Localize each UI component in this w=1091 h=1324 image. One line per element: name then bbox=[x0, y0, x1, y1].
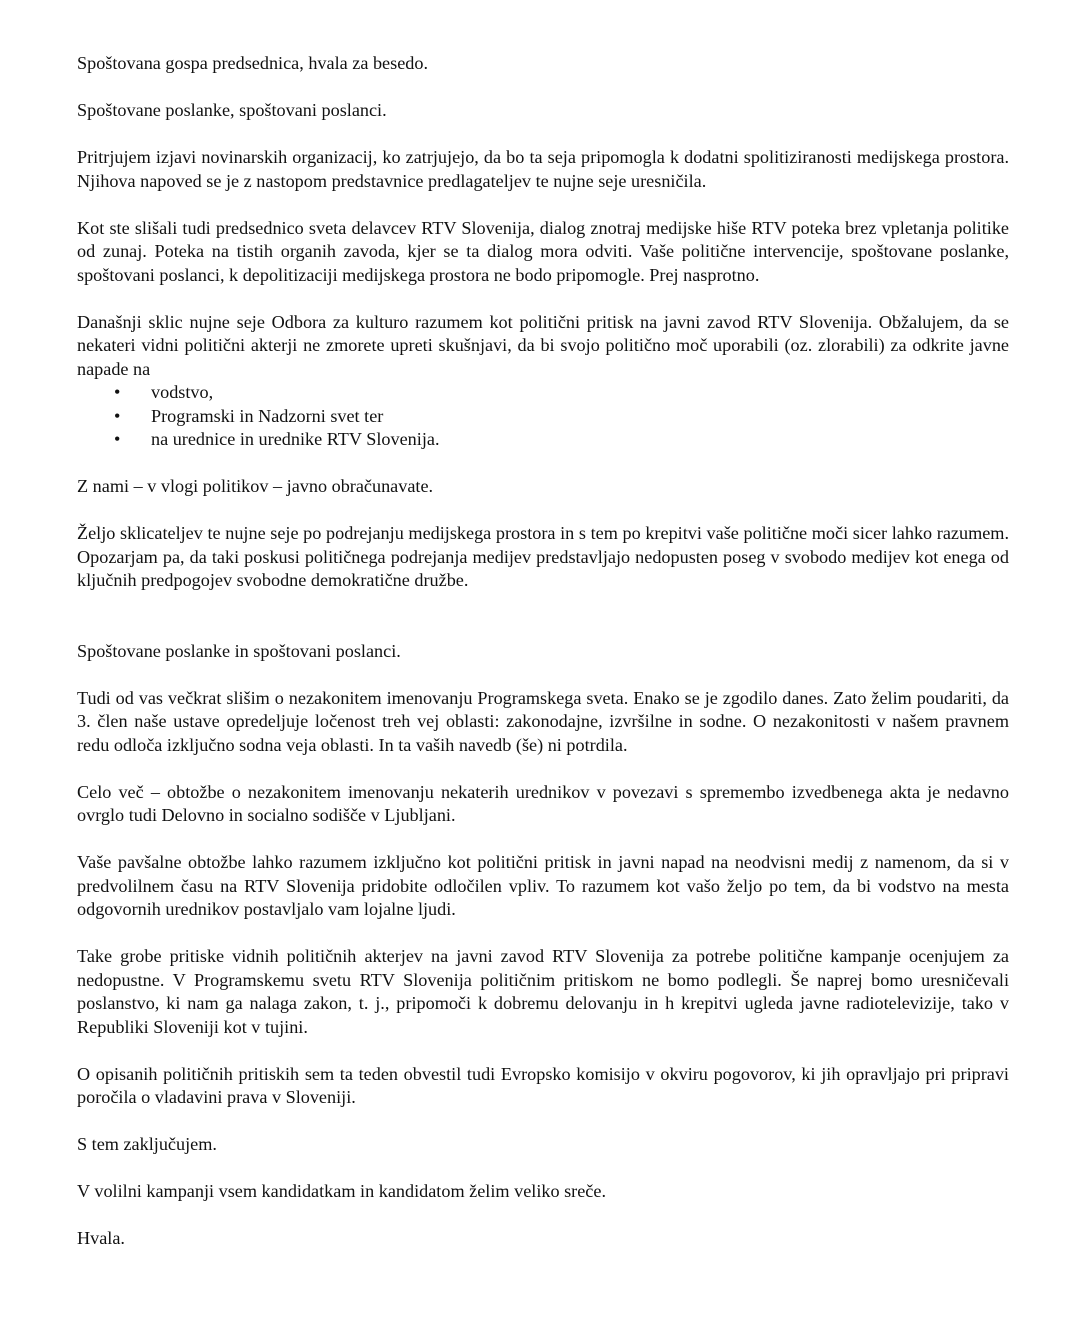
bullet-icon: • bbox=[114, 405, 121, 426]
document-page bbox=[77, 52, 1009, 1251]
paragraph-journalists: Pritrjujem izjavi novinarskih organizacij, ko zatrjujejo, da bo ta seja pripomogla k dodatni spolitiziranosti medijskega prostora. Njihova napoved se je z nastopom predstavnice predlagateljev te nujne seje uresničila. bbox=[77, 147, 1009, 191]
paragraph-pressure: Današnji sklic nujne seje Odbora za kulturo razumem kot politični pritisk na javni zavod RTV Slovenija. Obžalujem, da se nekateri vidni politični akterji ne zmorete upreti skušnjavi, da bi svojo politično moč uporabili (oz. zlorabili) za odkrite javne napade na bbox=[77, 311, 1009, 379]
bullet-icon: • bbox=[114, 382, 121, 402]
paragraph-closing: S tem zaključujem. bbox=[77, 1134, 217, 1154]
list-item: • na urednice in urednike RTV Slovenija. bbox=[113, 428, 1009, 452]
bullet-icon: • bbox=[114, 429, 121, 449]
paragraph-court: Celo več – obtožbe o nezakonitem imenovanju nekaterih urednikov v povezavi s spremembo izvedbenega akta je nedavno ovrglo tudi Delovno in socialno sodišče v Ljubljani. bbox=[77, 781, 1009, 825]
paragraph-legality: Tudi od vas večkrat slišim o nezakonitem imenovanju Programskega sveta. Enako se je zgodilo danes. Zato želim poudariti, da 3. člen naše ustave opredeljuje ločenost treh vej oblasti: zakonodajne, izvršilne in sodne. O nezakonitosti v našem pravnem redu odloča izključno sodna veja oblasti. In ta vaših navedb (še) ni potrdila. bbox=[77, 687, 1009, 755]
paragraph-thanks: Hvala. bbox=[77, 1228, 125, 1248]
greeting-members: Spoštovane poslanke, spoštovani poslanci. bbox=[77, 100, 387, 120]
greeting-chair: Spoštovana gospa predsednica, hvala za besedo. bbox=[77, 53, 429, 73]
list-item: • Programski in Nadzorni svet ter bbox=[113, 405, 1009, 429]
paragraph-program-council: Take grobe pritiske vidnih političnih akterjev na javni zavod RTV Slovenija za potrebe politične kampanje ocenjujem za nedopustne. V Programskemu svetu RTV Slovenija političnim pritiskom ne bomo podlegli. Še naprej bomo uresničevali poslanstvo, ki nam ga nalaga zakon, t. j., pripomoči k dobremu delovanju in h krepitvi ugleda javne radiotelevizije, tako v Republiki Sloveniji kot v tujini. bbox=[77, 946, 1009, 1037]
attack-targets-list bbox=[77, 381, 1009, 452]
paragraph-media-freedom: Željo sklicateljev te nujne seje po podrejanju medijskega prostora in s tem po krepitvi vaše politične moči sicer lahko razumem. Opozarjam pa, da taki poskusi političnega podrejanja medijev predstavljajo nedopusten poseg v svobodo medijev kot enega od ključnih predpogojev svobodne demokratične družbe. bbox=[77, 523, 1009, 590]
list-item: • vodstvo, bbox=[113, 381, 1009, 405]
paragraph-european-commission: O opisanih političnih pritiskih sem ta teden obvestil tudi Evropsko komisijo v okviru pogovorov, ki jih opravljajo pri pripravi poročila o vladavini prava v Sloveniji. bbox=[77, 1063, 1009, 1107]
paragraph-accusations: Vaše pavšalne obtožbe lahko razumem izključno kot politični pritisk in javni napad na neodvisni medij z namenom, da si v predvolilnem času na RTV Slovenija pridobite odločilen vpliv. To razumem kot vašo željo po tem, da bi vodstvo na mesta odgovornih urednikov postavljalo vam lojalne ljudi. bbox=[77, 852, 1009, 919]
paragraph-dialog: Kot ste slišali tudi predsednico sveta delavcev RTV Slovenija, dialog znotraj medijske hiše RTV poteka brez vpletanja politike od zunaj. Poteka na tistih organih zavoda, kjer se ta dialog mora odviti. Vaše politične intervencije, spoštovane poslanke, spoštovani poslanci, k depolitizaciji medijskega prostora ne bodo pripomogle. Prej nasprotno. bbox=[77, 217, 1009, 285]
paragraph-good-luck: V volilni kampanji vsem kandidatkam in kandidatom želim veliko sreče. bbox=[77, 1181, 607, 1201]
greeting-members-2: Spoštovane poslanke in spoštovani poslanci. bbox=[77, 640, 401, 661]
paragraph-reckoning: Z nami – v vlogi politikov – javno obračunavate. bbox=[77, 476, 434, 496]
